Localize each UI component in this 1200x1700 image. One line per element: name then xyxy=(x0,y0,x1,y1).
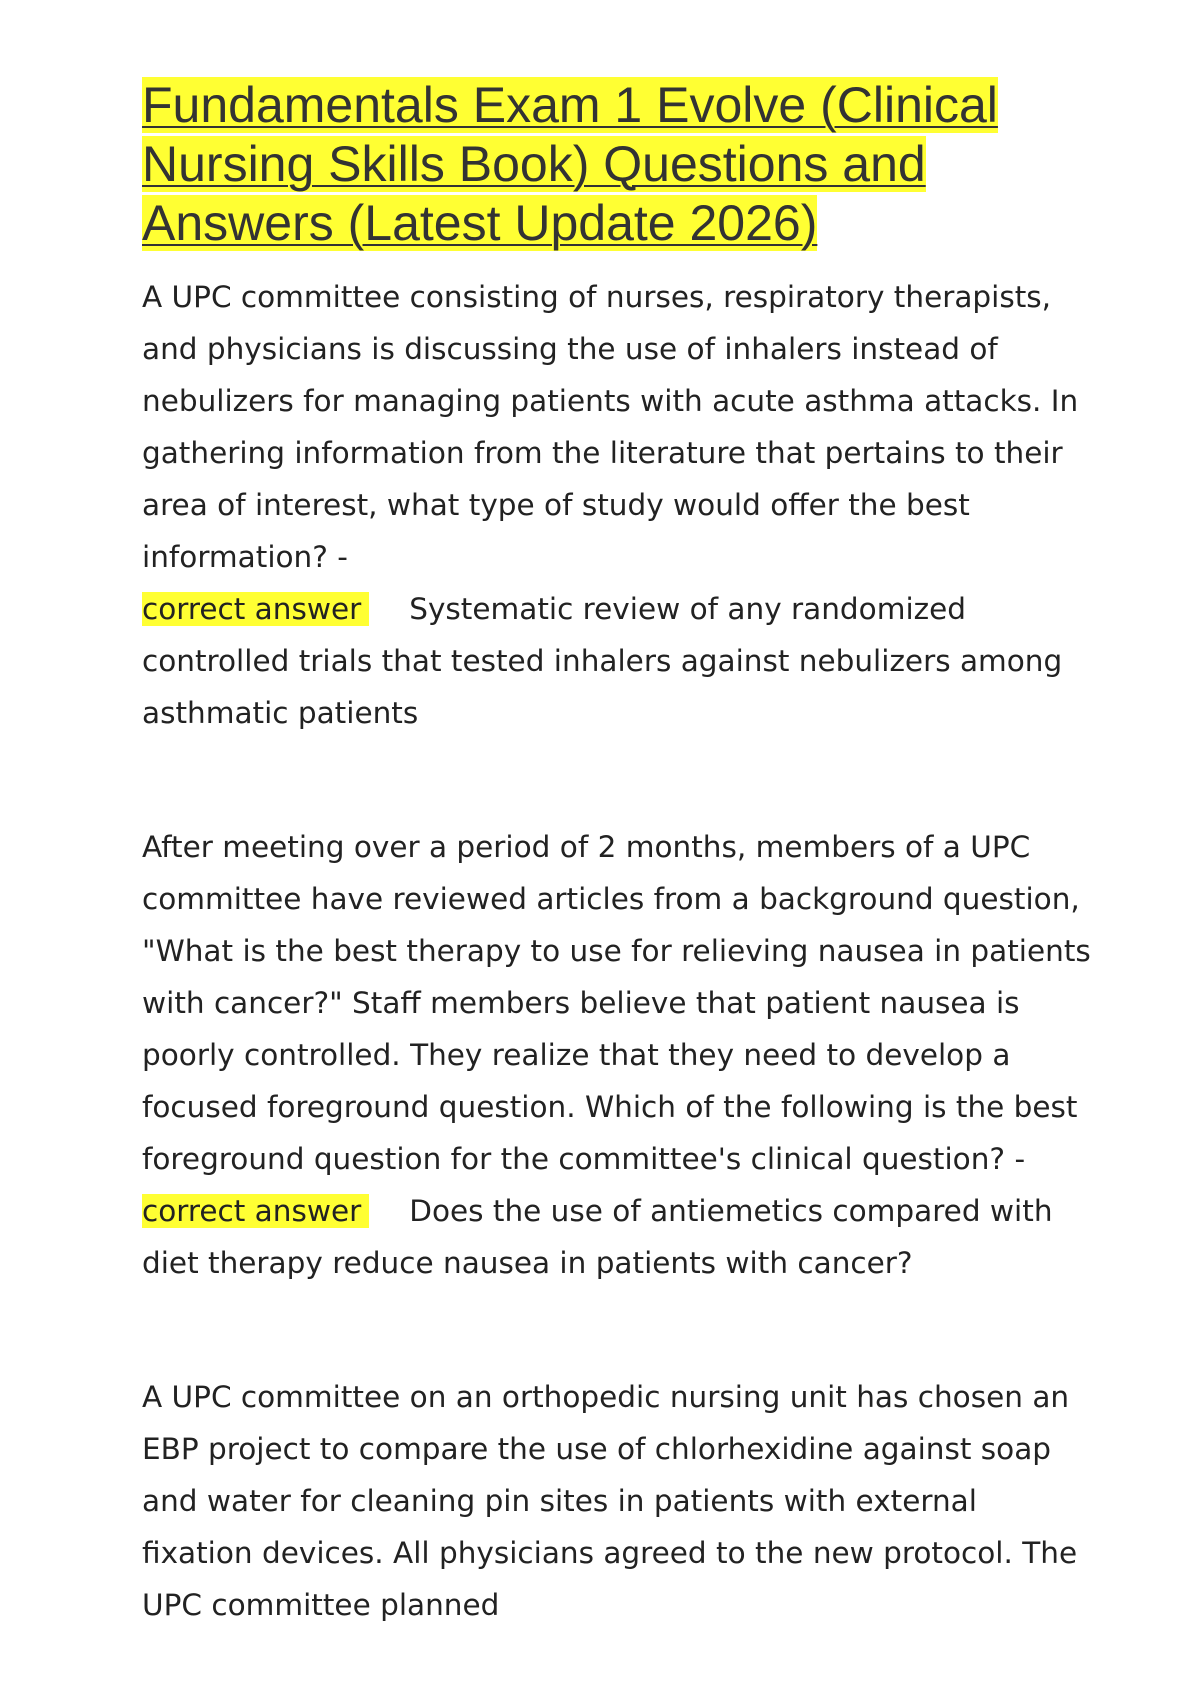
answer-label: correct answer xyxy=(142,592,369,626)
document-page xyxy=(142,76,1092,1631)
question-text: A UPC committee on an orthopedic nursing unit has chosen an EBP project to compare the use of chlorhexidine against soap and water for cleaning pin sites in patients with external fixation devices. All physicians agreed to the new protocol. The UPC committee planned xyxy=(142,1380,1078,1622)
question-text: A UPC committee consisting of nurses, respiratory therapists, and physicians is discussing the use of inhalers instead of nebulizers for managing patients with acute asthma attacks. In gathering information from the literature that pertains to their area of interest, what type of study would offer the best information? - xyxy=(142,280,1079,574)
document-title-text: Fundamentals Exam 1 Evolve (Clinical Nursing Skills Book) Questions and Answers (Latest Update 2026) xyxy=(142,77,998,251)
answer-label: correct answer xyxy=(142,1194,369,1228)
document-title xyxy=(142,76,1092,253)
qa-item xyxy=(142,821,1092,1289)
answer-text: Systematic review of any randomized controlled trials that tested inhalers against nebulizers among asthmatic patients xyxy=(142,592,1063,730)
answer-text: Does the use of antiemetics compared with diet therapy reduce nausea in patients with cancer? xyxy=(142,1194,1053,1280)
qa-item xyxy=(142,1371,1092,1631)
question-text: After meeting over a period of 2 months, members of a UPC committee have reviewed articles from a background question, "What is the best therapy to use for relieving nausea in patients with cancer?" Staff members believe that patient nausea is poorly controlled. They realize that they need to develop a focused foreground question. Which of the following is the best foreground question for the committee's clinical question? - xyxy=(142,830,1091,1176)
qa-item xyxy=(142,271,1092,739)
